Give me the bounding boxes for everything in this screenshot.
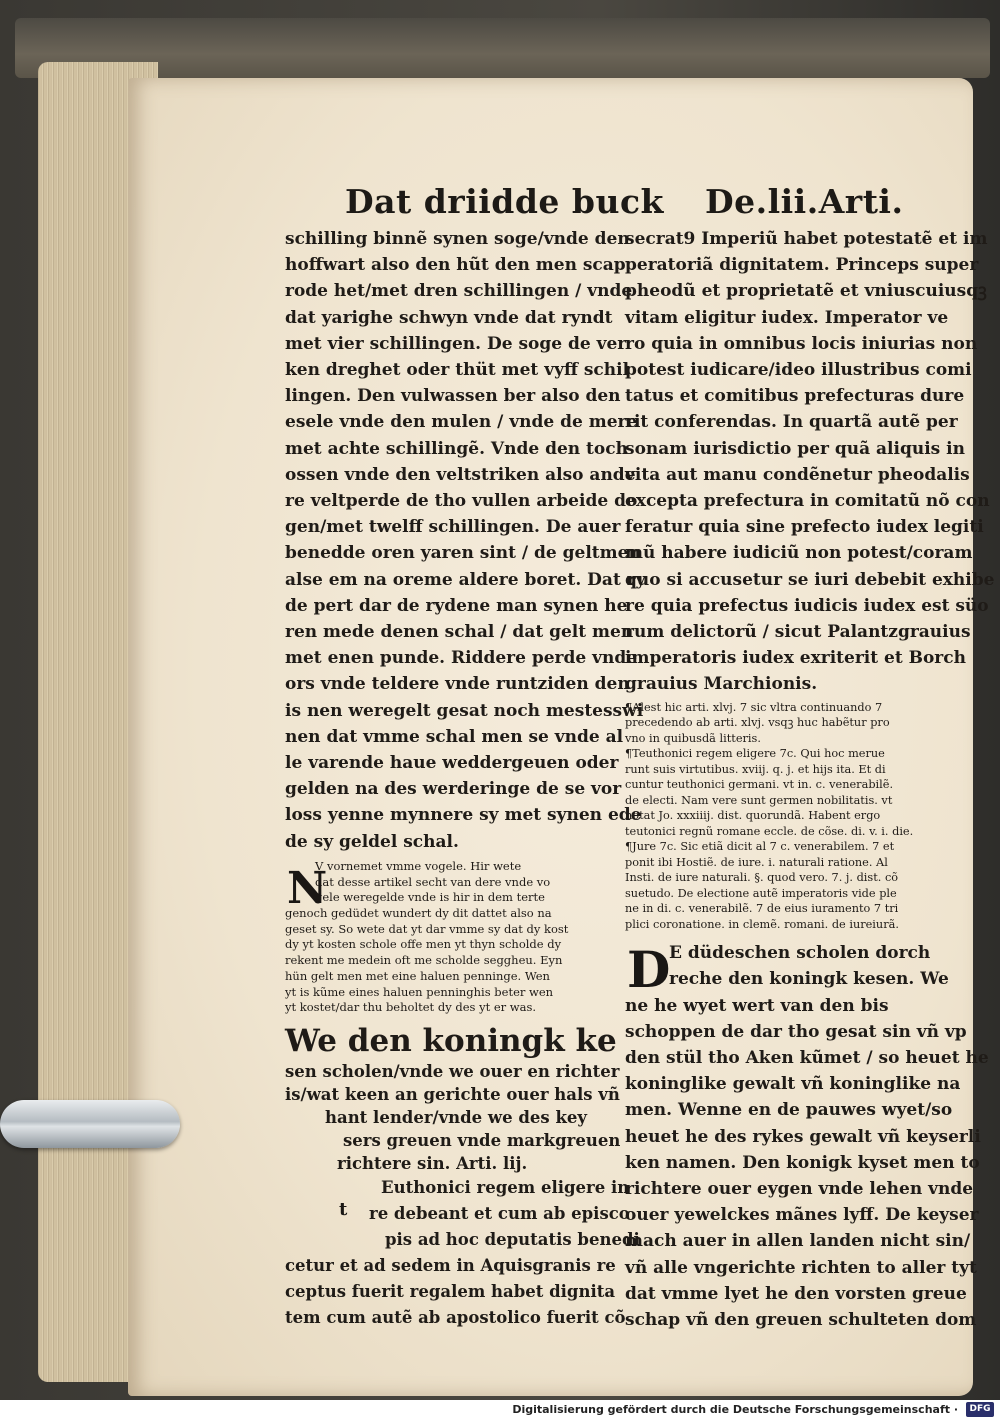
text-line: re quia prefectus iudicis iudex est süo [625,595,989,616]
left-column [285,226,646,1331]
right-paragraph-2 [625,940,989,1333]
note-line: teutonici regnũ romane eccle. de cõse. di. v. i. die. [625,824,914,838]
note-line: ponit ibi Hostiẽ. de iure. i. naturali ratione. Al [625,855,888,869]
text-line: is nen weregelt gesat noch mestesswi [285,700,644,721]
text-line: benedde oren yaren sint / de geltmen [285,543,641,564]
text-line: ouer yewelckes mãnes lyff. De keyser [625,1205,979,1226]
left-paragraph [285,226,646,855]
gloss-initial: N [287,862,328,914]
text-line: den stül tho Aken kũmet / so heuet he [625,1047,989,1068]
gloss-line: yt is kũme eines haluen penninghis beter wen [285,984,554,999]
text-line: koninglike gewalt vñ koninglike na [625,1074,961,1095]
text-line: tatus et comitibus prefecturas dure [625,386,965,407]
text-line: ren mede denen schal / dat gelt men [285,622,634,643]
latin-line: cetur et ad sedem in Aquisgranis re [285,1255,616,1275]
text-line: hoffwart also den hũt den men scap [285,255,626,276]
article-title-line: is/wat keen an gerichte ouer hals vñ [285,1084,620,1104]
text-line: alse em na oreme aldere boret. Dat ry [285,569,646,590]
article-title [285,1022,621,1175]
text-line: sonam iurisdictio per quã aliquis in [625,438,965,459]
para-initial: D [627,940,671,1000]
text-line: men. Wenne en de pauwes wyet/so [625,1100,953,1121]
text-line: vñ alle vngerichte richten to aller tyt [625,1257,977,1278]
gloss-block [285,859,615,1016]
text-line: E düdeschen scholen dorch [669,943,931,964]
article-title-line: richtere sin. Arti. lij. [337,1153,528,1173]
text-line: peratoriã dignitatem. Princeps super [625,255,979,276]
funding-notice: Digitalisierung gefördert durch die Deutsche Forschungsgemeinschaft · [512,1403,958,1416]
note-line: vno in quibusdã litteris. [625,731,761,745]
text-line: grauius Marchionis. [625,674,818,695]
note-line: ¶Alest hic arti. xlvj. 7 sic vltra continuando 7 [625,700,883,714]
right-paragraph [625,226,995,698]
gloss-line: rekent me medein oft me scholde seggheu. Eyn [285,953,563,968]
gloss-line: hün gelt men met eine haluen penninge. Wen [285,968,550,983]
text-line: heuet he des rykes gewalt vñ keyserli [625,1126,981,1147]
article-title-line: We den koningk ke [285,1022,617,1059]
text-line: ken dreghet oder thüt met vyff schil [285,360,630,381]
latin-line: re debeant et cum ab episco [369,1203,630,1223]
text-line: ossen vnde den veltstriken also ande [285,464,636,485]
text-line: potest iudicare/ideo illustribus comi [625,360,972,381]
text-line: de sy geldel schal. [285,831,459,852]
text-line: dat yarighe schwyn vnde dat ryndt [285,307,613,328]
note-line: suetudo. De electione autẽ imperatoris vide ple [625,886,897,900]
note-line: runt suis virtutibus. xviij. q. j. et hijs ita. Et di [625,762,886,776]
dfg-logo: DFG [966,1402,994,1417]
latin-initial: t [339,1198,348,1220]
text-line: richtere ouer eygen vnde lehen vnde [625,1178,974,1199]
text-line: met enen punde. Riddere perde vnde [285,648,638,669]
gloss-line: yt kostet/dar thu beholtet dy des yt er was. [285,1000,537,1015]
notes-block [625,700,935,933]
text-line: esele vnde den mulen / vnde de mere [285,412,638,433]
text-line: schilling binnẽ synen soge/vnde den [285,229,630,249]
note-line: plici coronatione. in clemẽ. romani. de iureiurã. [625,917,899,931]
text-line: pheodũ et proprietatẽ et vniuscuiusqꝫ [625,281,987,302]
text-line: loss yenne mynnere sy met synen ede [285,805,642,826]
text-line: quo si accusetur se iuri debebit exhibe [625,569,995,590]
text-line: gen/met twelff schillingen. De auer [285,517,621,538]
gloss-line: genoch gedüdet wundert dy dit dattet also na [285,905,552,920]
text-line: le varende haue weddergeuen oder [285,753,619,774]
page-clip [0,1100,180,1148]
text-line: met vier schillingen. De soge de ver [285,333,627,354]
article-title-line: sen scholen/vnde we ouer en richter [285,1061,620,1081]
text-line: lingen. Den vulwassen ber also den [285,386,621,407]
text-line: met achte schillingẽ. Vnde den toch [285,438,628,459]
latin-text [285,1175,640,1331]
text-line: rode het/met dren schillingen / vnde [285,281,633,302]
note-line: ¶Teuthonici regem eligere 7c. Qui hoc merue [625,747,885,761]
latin-line: Euthonici regem eligere in [381,1177,630,1197]
gloss-line: dat desse artikel secht van dere vnde vo [315,874,551,889]
text-line: feratur quia sine prefecto iudex legiti [625,517,984,538]
right-column [625,226,995,1333]
text-line: imperatoris iudex exriterit et Borch [625,648,966,669]
article-title-line: hant lender/vnde we des key [325,1107,587,1127]
note-line: precedendo ab arti. xlvj. vsqꝫ huc habẽtur pro [625,716,890,730]
text-line: schap vñ den greuen schulteten dom [625,1310,977,1330]
note-line: notat Jo. xxxiiij. dist. quorundã. Habent ergo [625,809,881,823]
text-line: vitam eligitur iudex. Imperator ve [625,307,949,328]
text-line: mũ habere iudiciũ non potest/coram [625,543,973,564]
text-line: gelden na des werderinge de se vor [285,779,622,800]
text-line: nen dat vmme schal men se vnde al [285,726,624,747]
note-line: ne in di. c. venerabilẽ. 7 de eius iuramento 7 tri [625,902,899,916]
text-line: rit conferendas. In quartã autẽ per [625,412,958,433]
text-line: ken namen. Den konigk kyset men to [625,1152,980,1173]
latin-line: pis ad hoc deputatis benedi [385,1229,640,1249]
right-running-header: De.lii.Arti. [705,182,904,221]
text-line: de pert dar de rydene man synen he [285,595,628,616]
gloss-line: gele weregelde vnde is hir in dem terte [315,890,545,905]
text-line: secrat9 Imperiũ habet potestatẽ et im [625,229,988,249]
text-line: vita aut manu condẽnetur pheodalis [625,464,970,485]
text-line: ro quia in omnibus locis iniurias non [625,333,978,354]
note-line: Insti. de iure naturali. §. quod vero. 7. j. dist. cõ [625,871,899,885]
latin-line: ceptus fuerit regalem habet dignita [285,1281,616,1301]
text-line: mach auer in allen landen nicht sin/ [625,1231,971,1252]
book-top-edge [15,18,990,78]
text-line: ors vnde teldere vnde runtziden den [285,674,630,695]
text-line: reche den koningk kesen. We [669,969,949,990]
text-line: dat vmme lyet he den vorsten greue [625,1283,967,1304]
text-line: rum delictorũ / sicut Palantzgrauius [625,622,971,643]
text-line: re veltperde de tho vullen arbeide do [285,491,638,512]
text-line: schoppen de dar tho gesat sin vñ vp [625,1021,967,1042]
text-line: ne he wyet wert van den bis [625,995,889,1016]
note-line: ¶Jure 7c. Sic etiã dicit al 7 c. venerabilem. 7 et [625,840,895,854]
note-line: cuntur teuthonici germani. vt in. c. venerabilẽ. [625,778,894,792]
gloss-line: dy yt kosten schole offe men yt thyn scholde dy [285,937,562,952]
gloss-line: V vornemet vmme vogele. Hir wete [315,858,522,873]
footer-bar [0,1400,1000,1420]
gloss-line: geset sy. So wete dat yt dar vmme sy dat dy kost [285,921,569,936]
note-line: de electi. Nam vere sunt germen nobilitatis. vt [625,793,893,807]
text-line: excepta prefectura in comitatũ nõ con [625,491,990,512]
article-title-line: sers greuen vnde markgreuen [343,1130,621,1150]
left-running-header: Dat driidde buck [345,182,664,221]
latin-line: tem cum autẽ ab apostolico fuerit cõ [285,1307,626,1327]
